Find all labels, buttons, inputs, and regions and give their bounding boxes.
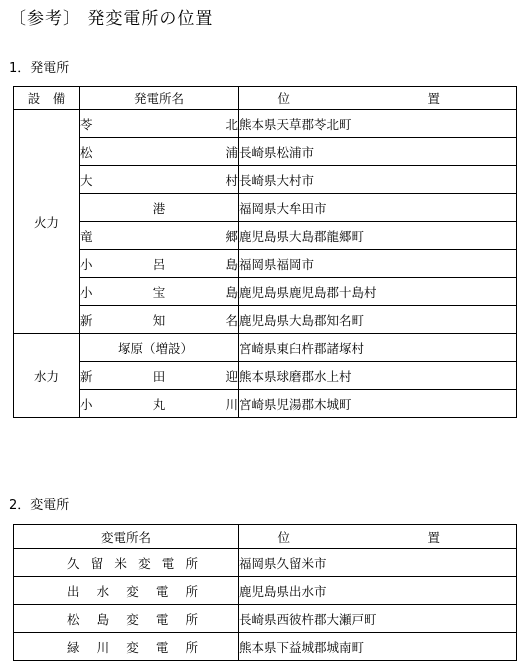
substation-location: 熊本県下益城郡城南町 [239, 633, 517, 661]
plant-name: 新田迎 [80, 368, 238, 384]
plant-location: 福岡県大牟田市 [239, 194, 517, 222]
column-header-location: 位 置 [239, 87, 517, 110]
substation-name: 緑川変電所 [67, 639, 198, 655]
substations-table [13, 524, 517, 661]
plant-name: 松浦 [80, 144, 238, 160]
table-row [14, 194, 517, 222]
plant-location: 熊本県天草郡苓北町 [239, 110, 517, 138]
equipment-cell-thermal: 火力 [14, 110, 80, 334]
table-header-row [14, 525, 517, 549]
plant-name: 大村 [80, 172, 238, 188]
plant-location: 宮崎県児湯郡木城町 [239, 390, 517, 418]
table-row [14, 278, 517, 306]
plant-location: 長崎県大村市 [239, 166, 517, 194]
plant-name: 新知名 [80, 312, 238, 328]
table-row [14, 549, 517, 577]
column-header-substation-name: 変電所名 [14, 525, 239, 549]
table-row [14, 334, 517, 362]
plant-location: 長崎県松浦市 [239, 138, 517, 166]
plant-name: 苓北 [80, 116, 238, 132]
substation-location: 福岡県久留米市 [239, 549, 517, 577]
table-row [14, 633, 517, 661]
plant-location: 熊本県球磨郡水上村 [239, 362, 517, 390]
plant-name: 港 [80, 194, 239, 222]
substations-heading: 2．変電所 [9, 498, 70, 513]
table-row [14, 166, 517, 194]
table-row [14, 222, 517, 250]
table-row [14, 362, 517, 390]
plant-location: 鹿児島県大島郡知名町 [239, 306, 517, 334]
equipment-cell-hydro: 水力 [14, 334, 80, 418]
plant-location: 宮崎県東臼杵郡諸塚村 [239, 334, 517, 362]
table-row [14, 138, 517, 166]
column-header-equipment: 設 備 [14, 87, 80, 110]
plant-name: 塚原（増設） [80, 334, 239, 362]
substation-name: 久留米変電所 [67, 555, 198, 571]
substation-location: 長崎県西彼杵郡大瀬戸町 [239, 605, 517, 633]
table-row [14, 306, 517, 334]
table-header-row [14, 87, 517, 110]
column-header-location: 位 置 [239, 525, 517, 549]
plant-name: 小呂島 [80, 256, 238, 272]
substation-name: 松島変電所 [67, 611, 198, 627]
plant-location: 鹿児島県大島郡龍郷町 [239, 222, 517, 250]
table-row [14, 390, 517, 418]
substation-name: 出水変電所 [67, 583, 198, 599]
plant-location: 鹿児島県鹿児島郡十島村 [239, 278, 517, 306]
power-plants-heading: 1．発電所 [9, 61, 70, 76]
plant-name: 竜郷 [80, 228, 238, 244]
page-title: 〔参考〕 発変電所の位置 [9, 9, 214, 29]
table-row [14, 250, 517, 278]
plant-name: 小宝島 [80, 284, 238, 300]
power-plants-table [13, 86, 517, 418]
table-row [14, 605, 517, 633]
plant-name: 小丸川 [80, 396, 238, 412]
plant-location: 福岡県福岡市 [239, 250, 517, 278]
substation-location: 鹿児島県出水市 [239, 577, 517, 605]
table-row [14, 110, 517, 138]
table-row [14, 577, 517, 605]
column-header-plant-name: 発電所名 [80, 87, 239, 110]
